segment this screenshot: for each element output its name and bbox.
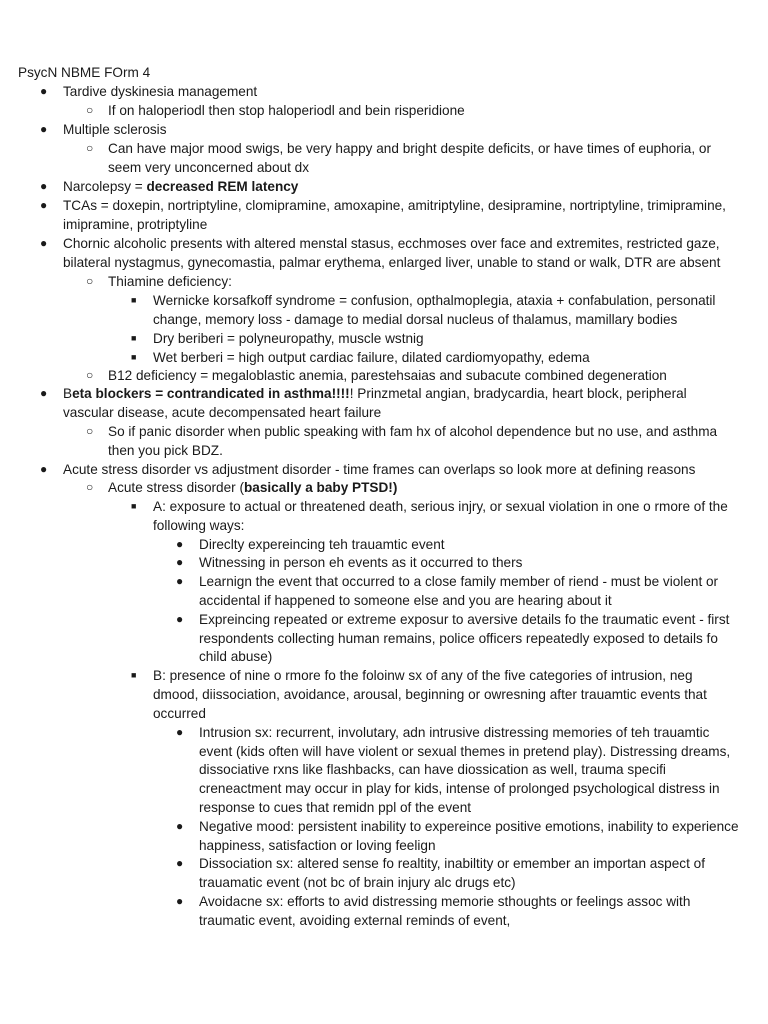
text-line: Avoidacne sx: efforts to avid distressing memorie sthoughts or feelings assoc with bbox=[199, 894, 691, 909]
text-line: Dissociation sx: altered sense fo realtity, inabiltity or emember an importan aspect of bbox=[199, 856, 705, 871]
bullet-disc: ● bbox=[176, 612, 184, 626]
text-line: dissociative rxns like flashbacks, can have diossication as well, trauma specifi bbox=[199, 762, 666, 777]
text-line: occurred bbox=[153, 706, 206, 721]
text-line: Expreincing repeated or extreme exposur to aversive details fo the traumatic event - first bbox=[199, 612, 730, 627]
text-line: B12 deficiency = megaloblastic anemia, parestehsaias and subacute combined degeneration bbox=[108, 368, 667, 383]
text-line: creneactment may occur in play for kids, intense of prolonged psychological distress in bbox=[199, 781, 720, 796]
text-line: trauamatic event (not bc of brain injury alc drugs etc) bbox=[199, 875, 516, 890]
text-run: ! Prinzmetal angian, bradycardia, heart block, peripheral bbox=[349, 386, 687, 401]
text-line: Witnessing in person eh events as it occurred to thers bbox=[199, 555, 523, 570]
text-line: happiness, satisfaction or loving feelign bbox=[199, 838, 436, 853]
text-line: Multiple sclerosis bbox=[63, 122, 167, 137]
bullet-circle: ○ bbox=[86, 368, 94, 382]
bullet-disc: ● bbox=[176, 537, 184, 551]
text-line: respondents collecting human remains, police officers repeatedly exposed to details fo bbox=[199, 631, 718, 646]
bullet-disc: ● bbox=[40, 84, 48, 98]
bullet-disc: ● bbox=[176, 894, 184, 908]
bullet-circle: ○ bbox=[86, 141, 94, 155]
text-line: Can have major mood swigs, be very happy and bright despite deficits, or have times of euphoria, or bbox=[108, 141, 711, 156]
text-line: accidental if happened to someone else and you are hearing about it bbox=[199, 593, 612, 608]
text-line bbox=[108, 478, 397, 497]
bold-text: eta blockers = contrandicated in asthma!!!! bbox=[72, 386, 350, 401]
bullet-circle: ○ bbox=[86, 480, 94, 494]
text-line: If on haloperiodl then stop haloperiodl and bein risperidione bbox=[108, 103, 465, 118]
text-line: Learnign the event that occurred to a close family member of riend - must be violent or bbox=[199, 574, 719, 589]
text-line: imipramine, protriptyline bbox=[63, 217, 208, 232]
bullet-disc: ● bbox=[40, 122, 48, 136]
bullet-square: ■ bbox=[131, 501, 137, 511]
document-title: PsycN NBME FOrm 4 bbox=[18, 65, 151, 80]
text-line: response to cues that remidn ppl of the event bbox=[199, 800, 472, 815]
bullet-disc: ● bbox=[176, 574, 184, 588]
bullet-square: ■ bbox=[131, 295, 137, 305]
text-line: event (kids often will have violent or sexual themes in pretend play). Distressing dreams, bbox=[199, 744, 731, 759]
text-line: Chornic alcoholic presents with altered menstal stasus, ecchmoses over face and extremites, restricted gaze, bbox=[63, 236, 720, 251]
text-line: TCAs = doxepin, nortriptyline, clomipramine, amoxapine, amitriptyline, desipramine, nortriptyline, trimipramine, bbox=[63, 198, 726, 213]
text-run: B bbox=[63, 386, 73, 401]
text-line: Tardive dyskinesia management bbox=[63, 84, 258, 99]
bullet-disc: ● bbox=[176, 819, 184, 833]
text-line: Wet berberi = high output cardiac failure, dilated cardiomyopathy, edema bbox=[153, 350, 590, 365]
text-line bbox=[63, 384, 687, 403]
text-run: Narcolepsy = bbox=[63, 179, 147, 194]
text-line bbox=[63, 177, 298, 196]
text-line: Intrusion sx: recurrent, involutary, adn intrusive distressing memories of teh trauamtic bbox=[199, 725, 710, 740]
bold-text: basically a baby PTSD!) bbox=[243, 480, 398, 495]
text-run: Acute stress disorder ( bbox=[108, 480, 244, 495]
bullet-square: ■ bbox=[131, 352, 137, 362]
text-line: change, memory loss - damage to medial dorsal nucleus of thalamus, mamillary bodies bbox=[153, 312, 678, 327]
bullet-disc: ● bbox=[40, 179, 48, 193]
text-line: B: presence of nine o rmore fo the foloinw sx of any of the five categories of intrusion, neg bbox=[153, 668, 693, 683]
bullet-disc: ● bbox=[176, 555, 184, 569]
bullet-disc: ● bbox=[40, 236, 48, 250]
text-line: Direclty expereincing teh trauamtic event bbox=[199, 537, 445, 552]
bullet-circle: ○ bbox=[86, 274, 94, 288]
bullet-circle: ○ bbox=[86, 103, 94, 117]
text-line: Thiamine deficiency: bbox=[108, 274, 232, 289]
bullet-disc: ● bbox=[176, 856, 184, 870]
text-line: Negative mood: persistent inability to expereince positive emotions, inability to experience bbox=[199, 819, 739, 834]
text-line: A: exposure to actual or threatened death, serious injry, or sexual violation in one o rmore of the bbox=[153, 499, 728, 514]
text-line: seem very unconcerned about dx bbox=[108, 160, 310, 175]
text-line: So if panic disorder when public speaking with fam hx of alcohol dependence but no use, and asthma bbox=[108, 424, 718, 439]
text-line: vascular disease, acute decompensated heart failure bbox=[63, 405, 382, 420]
text-line: Dry beriberi = polyneuropathy, muscle wstnig bbox=[153, 331, 424, 346]
text-line: traumatic event, avoiding external reminds of event, bbox=[199, 913, 511, 928]
bullet-square: ■ bbox=[131, 670, 137, 680]
bold-text: decreased REM latency bbox=[146, 179, 299, 194]
bullet-disc: ● bbox=[176, 725, 184, 739]
bullet-circle: ○ bbox=[86, 424, 94, 438]
text-line: child abuse) bbox=[199, 649, 273, 664]
text-line: then you pick BDZ. bbox=[108, 443, 223, 458]
text-line: following ways: bbox=[153, 518, 245, 533]
text-line: Wernicke korsafkoff syndrome = confusion, opthalmoplegia, ataxia + confabulation, personatil bbox=[153, 293, 716, 308]
bullet-disc: ● bbox=[40, 198, 48, 212]
bullet-disc: ● bbox=[40, 386, 48, 400]
bullet-disc: ● bbox=[40, 462, 48, 476]
text-line: Acute stress disorder vs adjustment disorder - time frames can overlaps so look more at defining reasons bbox=[63, 462, 696, 477]
text-line: bilateral nystagmus, gynecomastia, palmar erythema, enlarged liver, unable to stand or walk, DTR are absent bbox=[63, 255, 721, 270]
text-line: dmood, diissociation, avoidance, arousal, beginning or owresning after trauamtic events that bbox=[153, 687, 707, 702]
bullet-square: ■ bbox=[131, 333, 137, 343]
